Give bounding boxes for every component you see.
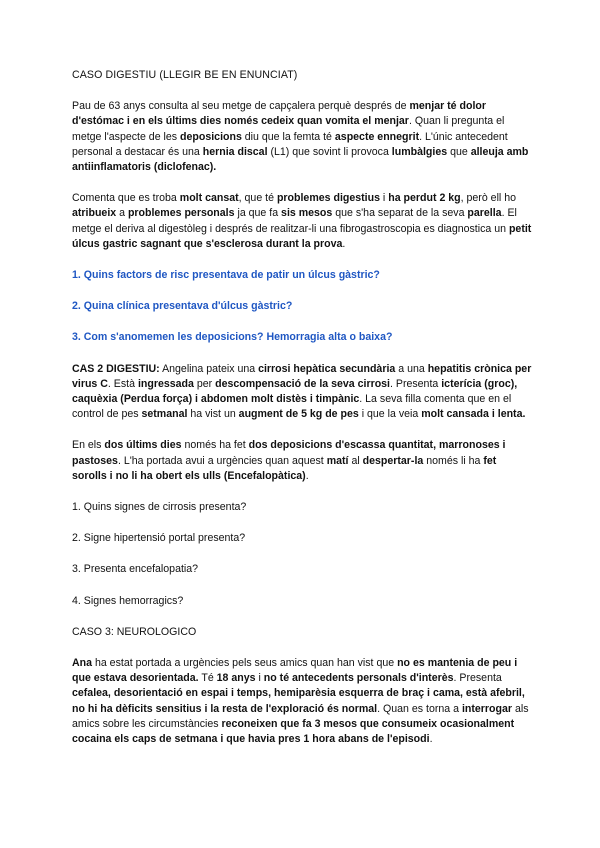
case2-question-4: 4. Signes hemorragics? — [72, 594, 184, 607]
text-run: . El metge el deriva al digestòleg i després de realitzar-li una fibrogastroscopia es diagnostica un — [72, 207, 517, 235]
text-run: només li ha — [423, 454, 484, 467]
bold-run: sis mesos — [281, 207, 333, 220]
bold-run: ingressada — [137, 377, 194, 390]
case2-paragraph-1 — [72, 362, 532, 423]
text-run: . Quan li pregunta el metge l'aspecte de les — [72, 115, 505, 143]
text-run: Angelina pateix una — [159, 362, 259, 375]
text-run: i — [379, 192, 389, 205]
text-run: a — [116, 207, 128, 220]
text-run: . — [305, 469, 309, 482]
bold-run: cefalea, desorientació en espai i temps, hemiparèsia esquerra de braç i cama, està afebril, no hi ha dèficits sensitius i la resta de l'exploració és normal — [72, 687, 525, 715]
bold-run: 18 anys — [216, 672, 256, 685]
text-run: al — [348, 454, 363, 467]
bold-run: molt cansat — [179, 192, 239, 205]
text-run: . Presenta — [390, 377, 442, 390]
text-run: , però ell ho — [460, 192, 516, 205]
bold-run: problemes digestius — [276, 192, 380, 205]
text-run: i que la veia — [358, 408, 422, 421]
bold-run: CAS 2 DIGESTIU: — [72, 362, 160, 375]
bold-run: matí — [326, 454, 349, 467]
text-run: als amics sobre les circumstàncies — [72, 702, 529, 730]
bold-run: fet sorolls i no li ha obert els ulls (Encefalopàtica) — [72, 454, 497, 482]
bold-run: menjar té dolor d'estómac i en els últims dies només cedeix quan vomita el menjar — [72, 100, 486, 128]
text-run: Pau de 63 anys consulta al seu metge de capçalera perquè després de — [72, 100, 410, 113]
case2-question-1: 1. Quins signes de cirrosis presenta? — [72, 501, 247, 514]
text-run: , que té — [238, 192, 277, 205]
case2-question-3: 3. Presenta encefalopatia? — [72, 563, 199, 576]
text-run: ha estat portada a urgències pels seus amics quan han vist que — [92, 657, 398, 670]
case1-question-1: 1. Quins factors de risc presentava de patir un úlcus gàstric? — [72, 269, 380, 282]
text-run: . L'ha portada avui a urgències quan aquest — [117, 454, 327, 467]
bold-run: lumbàlgies — [391, 145, 448, 158]
bold-run: reconeixen que fa 3 mesos que consumeix ocasionalment cocaina els caps de setmana i que havia pres 1 hora abans de l'episodi — [72, 717, 515, 746]
bold-run: hernia discal — [202, 145, 268, 158]
bold-run: aspecte ennegrit — [334, 130, 420, 143]
text-run: que — [447, 145, 471, 158]
bold-run: dos últims dies — [104, 439, 182, 452]
case1-question-3: 3. Com s'anomemen les deposicions? Hemorragia alta o baixa? — [72, 331, 393, 344]
text-run: Comenta que es troba — [72, 192, 180, 205]
bold-run: problemes personals — [127, 207, 235, 220]
bold-run: molt cansada i lenta. — [421, 408, 526, 421]
bold-run: parella — [467, 207, 502, 220]
bold-run: alleuja amb antiinflamatoris (diclofenac). — [72, 145, 529, 174]
case3-title: CASO 3: NEUROLOGICO — [72, 625, 197, 638]
text-run: . — [342, 237, 346, 250]
bold-run: atribueix — [72, 207, 117, 220]
bold-run: augment de 5 kg de pes — [238, 408, 359, 421]
document-page — [72, 68, 532, 747]
case1-title: CASO DIGESTIU (LLEGIR BE EN ENUNCIAT) — [72, 69, 298, 81]
bold-run: ha perdut 2 kg — [388, 192, 461, 205]
bold-run: setmanal — [141, 408, 188, 421]
bold-run: hepatitis crònica per virus C — [72, 362, 532, 390]
bold-run: descompensació de la seva cirrosi — [215, 377, 390, 390]
text-run: (L1) que sovint li provoca — [267, 145, 392, 158]
bold-run: dos deposicions d'escassa quantitat, marronoses i pastoses — [72, 439, 506, 467]
bold-run: no es mantenia de peu i que estava desorientada. — [72, 657, 518, 685]
text-run: Té — [198, 672, 217, 685]
case1-paragraph-1 — [72, 99, 532, 175]
bold-run: Ana — [72, 657, 93, 670]
text-run: . Presenta — [453, 672, 502, 685]
text-run: a una — [395, 362, 428, 375]
case1-paragraph-2 — [72, 191, 532, 252]
text-run: En els — [72, 439, 105, 452]
text-run: diu que la femta té — [241, 130, 335, 143]
text-run: . Quan es torna a — [377, 702, 462, 715]
bold-run: petit úlcus gastric sagnant que s'esclerosa durant la prova — [72, 222, 532, 250]
case3-paragraph-1 — [72, 656, 532, 747]
text-run: i — [255, 672, 264, 685]
text-run: només ha fet — [181, 439, 249, 452]
case2-paragraph-2 — [72, 438, 532, 484]
text-run: . Està — [107, 377, 138, 390]
text-run: per — [193, 377, 216, 390]
text-run: ha vist un — [187, 408, 239, 421]
bold-run: despertar-la — [362, 454, 424, 467]
text-run: . — [429, 733, 433, 746]
text-run: . L'únic antecedent personal a destacar és una — [72, 130, 508, 158]
text-run: ja que fa — [234, 207, 282, 220]
text-run: . La seva filla comenta que en el control de pes — [72, 393, 512, 421]
case2-question-2: 2. Signe hipertensió portal presenta? — [72, 532, 246, 545]
case1-question-2: 2. Quina clínica presentava d'úlcus gàstric? — [72, 300, 293, 313]
bold-run: interrogar — [461, 702, 512, 715]
bold-run: no té antecedents personals d'interès — [263, 672, 454, 685]
bold-run: icterícia (groc), caquèxia (Perdua força) i abdomen molt distès i timpànic — [72, 377, 518, 406]
text-run: que s'ha separat de la seva — [332, 207, 468, 220]
bold-run: deposicions — [180, 130, 242, 143]
bold-run: cirrosi hepàtica secundària — [258, 362, 396, 375]
